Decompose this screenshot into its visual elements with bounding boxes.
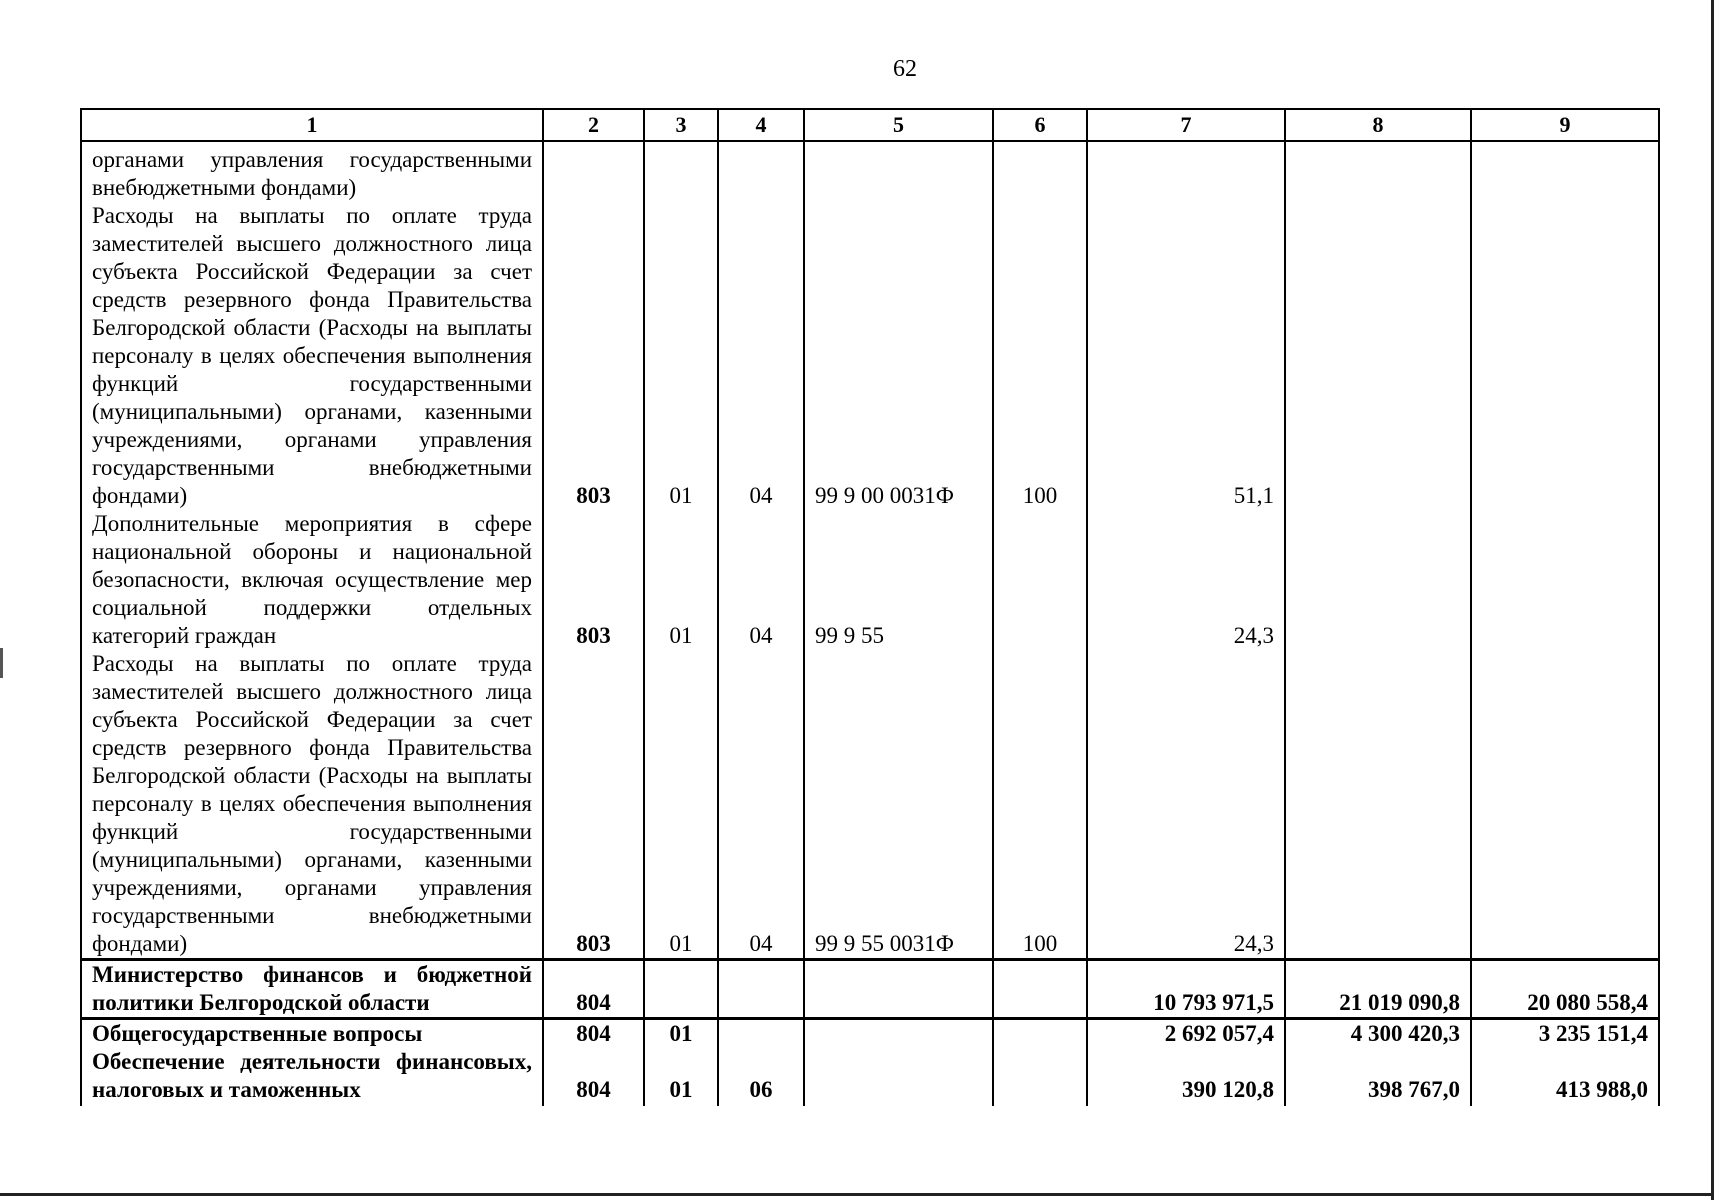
cell-col-3: 01	[644, 650, 718, 960]
row-description: Расходы на выплаты по оплате труда заместителей высшего должностного лица субъекта Российской Федерации за счет средств резервного фонда Правительства Белгородской области (Расходы на выплаты персоналу в целях обеспечения выполнения функций государственными (муниципальными) органами, казенными учреждениями, органами управления государственными внебюджетными фондами)	[81, 202, 543, 510]
cell-col-8	[1285, 141, 1471, 202]
header-col-5: 5	[804, 109, 993, 141]
row-description: Общегосударственные вопросы	[81, 1019, 543, 1049]
cell-col-2: 803	[543, 202, 644, 510]
cell-col-2: 804	[543, 960, 644, 1019]
cell-col-7: 2 692 057,4	[1087, 1019, 1285, 1049]
cell-col-6: 100	[993, 650, 1087, 960]
cell-col-3: 01	[644, 202, 718, 510]
cell-col-8	[1285, 202, 1471, 510]
cell-col-2: 804	[543, 1048, 644, 1106]
header-col-8: 8	[1285, 109, 1471, 141]
cell-col-6	[993, 141, 1087, 202]
cell-col-5: 99 9 00 0031Ф	[804, 202, 993, 510]
cell-col-5	[804, 1019, 993, 1049]
cell-col-3: 01	[644, 510, 718, 650]
cell-col-9	[1471, 510, 1659, 650]
table-row	[81, 1019, 1659, 1049]
cell-col-5	[804, 141, 993, 202]
table-row	[81, 650, 1659, 960]
table-row	[81, 141, 1659, 202]
cell-col-6	[993, 960, 1087, 1019]
table-row	[81, 960, 1659, 1019]
header-col-9: 9	[1471, 109, 1659, 141]
cell-col-7: 24,3	[1087, 650, 1285, 960]
cell-col-4: 04	[718, 202, 804, 510]
cell-col-5	[804, 1048, 993, 1106]
header-col-3: 3	[644, 109, 718, 141]
cell-col-2: 804	[543, 1019, 644, 1049]
row-description: Обеспечение деятельности финансовых, налоговых и таможенных	[81, 1048, 543, 1106]
cell-col-5: 99 9 55	[804, 510, 993, 650]
cell-col-4: 04	[718, 510, 804, 650]
cell-col-6: 100	[993, 202, 1087, 510]
row-description: Расходы на выплаты по оплате труда заместителей высшего должностного лица субъекта Российской Федерации за счет средств резервного фонда Правительства Белгородской области (Расходы на выплаты персоналу в целях обеспечения выполнения функций государственными (муниципальными) органами, казенными учреждениями, органами управления государственными внебюджетными фондами)	[81, 650, 543, 960]
cell-col-5	[804, 960, 993, 1019]
cell-col-3: 01	[644, 1019, 718, 1049]
cell-col-2	[543, 141, 644, 202]
cell-col-4: 06	[718, 1048, 804, 1106]
cell-col-9	[1471, 202, 1659, 510]
cell-col-8: 21 019 090,8	[1285, 960, 1471, 1019]
scan-mark	[0, 648, 3, 678]
cell-col-2: 803	[543, 510, 644, 650]
row-description: Министерство финансов и бюджетной политики Белгородской области	[81, 960, 543, 1019]
header-col-4: 4	[718, 109, 804, 141]
cell-col-7: 51,1	[1087, 202, 1285, 510]
cell-col-3	[644, 960, 718, 1019]
header-col-2: 2	[543, 109, 644, 141]
cell-col-7: 390 120,8	[1087, 1048, 1285, 1106]
cell-col-8	[1285, 510, 1471, 650]
cell-col-8: 4 300 420,3	[1285, 1019, 1471, 1049]
cell-col-6	[993, 1048, 1087, 1106]
cell-col-4: 04	[718, 650, 804, 960]
cell-col-3: 01	[644, 1048, 718, 1106]
row-description: органами управления государственными внебюджетными фондами)	[81, 141, 543, 202]
cell-col-9: 3 235 151,4	[1471, 1019, 1659, 1049]
header-row	[81, 109, 1659, 141]
header-col-6: 6	[993, 109, 1087, 141]
cell-col-7	[1087, 141, 1285, 202]
cell-col-6	[993, 1019, 1087, 1049]
row-description: Дополнительные мероприятия в сфере национальной обороны и национальной безопасности, включая осуществление мер социальной поддержки отдельных категорий граждан	[81, 510, 543, 650]
cell-col-4	[718, 960, 804, 1019]
table-row	[81, 1048, 1659, 1106]
cell-col-4	[718, 141, 804, 202]
cell-col-7: 10 793 971,5	[1087, 960, 1285, 1019]
page-number: 62	[893, 56, 917, 82]
cell-col-2: 803	[543, 650, 644, 960]
table-row	[81, 510, 1659, 650]
cell-col-4	[718, 1019, 804, 1049]
cell-col-8: 398 767,0	[1285, 1048, 1471, 1106]
cell-col-9	[1471, 650, 1659, 960]
header-col-7: 7	[1087, 109, 1285, 141]
scan-edge-bottom	[0, 1193, 1714, 1196]
header-col-1: 1	[81, 109, 543, 141]
cell-col-5: 99 9 55 0031Ф	[804, 650, 993, 960]
budget-table	[80, 108, 1660, 1106]
cell-col-3	[644, 141, 718, 202]
cell-col-6	[993, 510, 1087, 650]
cell-col-8	[1285, 650, 1471, 960]
table-row	[81, 202, 1659, 510]
cell-col-9: 20 080 558,4	[1471, 960, 1659, 1019]
cell-col-7: 24,3	[1087, 510, 1285, 650]
cell-col-9	[1471, 141, 1659, 202]
cell-col-9: 413 988,0	[1471, 1048, 1659, 1106]
